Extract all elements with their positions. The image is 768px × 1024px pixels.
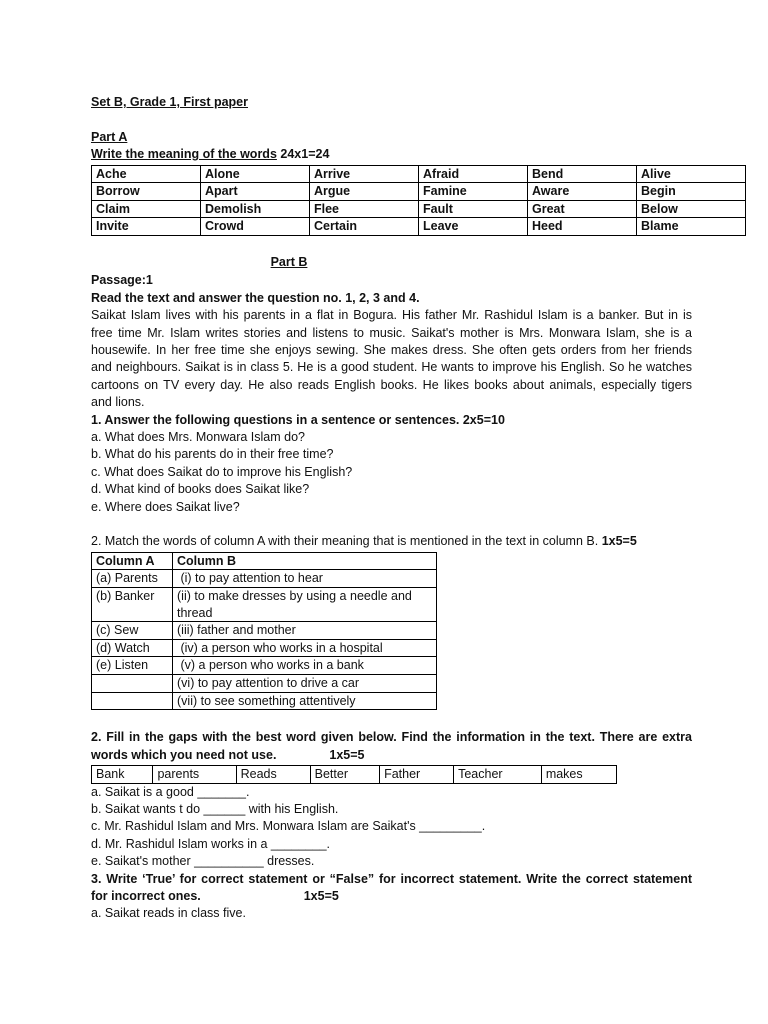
word-cell: Afraid	[419, 165, 528, 183]
word-row	[92, 218, 746, 236]
part-a-marks: 24x1=24	[280, 147, 330, 162]
q2-fill-heading-line1: 2. Fill in the gaps with the best word given below. Find the information in the text. There are extra	[91, 730, 692, 745]
match-table	[91, 552, 437, 710]
passage-line: Saikat Islam lives with his parents in a flat in Bogura. His father Mr. Rashidul Islam is a banker. But in is	[91, 308, 692, 323]
document-page	[91, 94, 692, 923]
passage-line: cartoons on TV every day. He also reads English books. He likes books about animals, especially tigers	[91, 377, 692, 392]
match-row	[92, 675, 437, 693]
word-cell: Borrow	[92, 183, 201, 201]
word-bank-cell: makes	[541, 766, 616, 784]
match-table-header	[92, 552, 437, 570]
column-a-cell	[92, 692, 173, 710]
column-b-cell: (vi) to pay attention to drive a car	[173, 675, 437, 693]
word-cell: Certain	[310, 218, 419, 236]
q1-heading: 1. Answer the following questions in a sentence or sentences. 2x5=10	[91, 412, 505, 427]
word-cell: Argue	[310, 183, 419, 201]
word-bank-cell: Teacher	[454, 766, 542, 784]
fill-item: d. Mr. Rashidul Islam works in a ________.	[91, 836, 331, 851]
passage-label: Passage:1	[91, 273, 153, 288]
word-cell: Fault	[419, 200, 528, 218]
column-a-cell: (e) Listen	[92, 657, 173, 675]
word-bank-row	[92, 766, 617, 784]
column-b-cell: (v) a person who works in a bank	[173, 657, 437, 675]
passage-line: housewife. In her free time she enjoys sewing. She makes dress. She often gets orders from her friends	[91, 343, 692, 358]
column-a-cell: (c) Sew	[92, 622, 173, 640]
part-a-instruction	[91, 146, 692, 163]
match-row	[92, 588, 437, 622]
fill-item: a. Saikat is a good _______.	[91, 784, 250, 799]
word-meaning-table	[91, 165, 746, 236]
fill-item: e. Saikat's mother __________ dresses.	[91, 854, 315, 869]
q2-match-heading	[91, 533, 692, 550]
column-a-cell: (a) Parents	[92, 570, 173, 588]
part-b-heading	[91, 254, 487, 271]
column-a-cell: (d) Watch	[92, 639, 173, 657]
q2-fill-heading-text: words which you need not use.	[91, 747, 277, 762]
passage-text	[91, 307, 692, 411]
word-bank-table	[91, 765, 617, 784]
word-cell: Arrive	[310, 165, 419, 183]
match-row	[92, 639, 437, 657]
column-a-cell	[92, 675, 173, 693]
match-row	[92, 692, 437, 710]
q2-fill-marks: 1x5=5	[329, 747, 365, 762]
column-b-cell: (iv) a person who works in a hospital	[173, 639, 437, 657]
q2-match-marks: 1x5=5	[601, 534, 637, 549]
word-cell: Claim	[92, 200, 201, 218]
word-bank-cell: Reads	[236, 766, 310, 784]
word-cell: Famine	[419, 183, 528, 201]
word-cell: Begin	[637, 183, 746, 201]
passage-line: free time Mr. Islam writes stories and listens to music. Saikat's mother is Mrs. Monwara Islam, she is a	[91, 325, 692, 340]
question-item: c. What does Saikat do to improve his English?	[91, 464, 353, 479]
q3-heading-line2	[91, 888, 692, 905]
word-cell: Heed	[528, 218, 637, 236]
word-row	[92, 183, 746, 201]
match-row	[92, 570, 437, 588]
part-b-heading-text: Part B	[270, 254, 308, 269]
match-row	[92, 657, 437, 675]
question-item: d. What kind of books does Saikat like?	[91, 482, 310, 497]
word-cell: Apart	[201, 183, 310, 201]
word-bank-cell: parents	[153, 766, 236, 784]
word-cell: Flee	[310, 200, 419, 218]
column-b-cell: (iii) father and mother	[173, 622, 437, 640]
word-cell: Ache	[92, 165, 201, 183]
word-cell: Crowd	[201, 218, 310, 236]
word-cell: Alive	[637, 165, 746, 183]
passage-instruction: Read the text and answer the question no. 1, 2, 3 and 4.	[91, 290, 420, 305]
statement-item: a. Saikat reads in class five.	[91, 906, 246, 921]
q1-list	[91, 429, 692, 516]
part-a-heading: Part A	[91, 129, 128, 144]
part-a-instruction-text: Write the meaning of the words	[91, 147, 277, 162]
column-b-header: Column B	[173, 552, 437, 570]
fill-item: b. Saikat wants t do ______ with his English.	[91, 802, 339, 817]
column-a-cell: (b) Banker	[92, 588, 173, 622]
q3-list	[91, 905, 692, 922]
question-item: e. Where does Saikat live?	[91, 499, 240, 514]
word-bank-cell: Better	[310, 766, 379, 784]
column-b-cell: (vii) to see something attentively	[173, 692, 437, 710]
word-cell: Blame	[637, 218, 746, 236]
q2-match-heading-text: 2. Match the words of column A with their meaning that is mentioned in the text in column B.	[91, 534, 599, 549]
word-cell: Alone	[201, 165, 310, 183]
document-title: Set B, Grade 1, First paper	[91, 95, 248, 109]
word-bank-cell: Father	[380, 766, 454, 784]
passage-line: and lions.	[91, 395, 145, 410]
question-item: a. What does Mrs. Monwara Islam do?	[91, 430, 305, 445]
question-item: b. What do his parents do in their free time?	[91, 447, 334, 462]
q3-heading-text: for incorrect ones.	[91, 889, 201, 904]
q2-fill-list	[91, 784, 692, 871]
word-cell: Leave	[419, 218, 528, 236]
column-b-cell: (ii) to make dresses by using a needle and thread	[173, 588, 437, 622]
word-cell: Bend	[528, 165, 637, 183]
column-a-header: Column A	[92, 552, 173, 570]
word-row	[92, 200, 746, 218]
q2-fill-heading-line2	[91, 747, 692, 764]
fill-item: c. Mr. Rashidul Islam and Mrs. Monwara Islam are Saikat's _________.	[91, 819, 486, 834]
word-cell: Aware	[528, 183, 637, 201]
word-cell: Invite	[92, 218, 201, 236]
q3-heading-line1: 3. Write ‘True’ for correct statement or “False” for incorrect statement. Write the correct statement	[91, 871, 692, 886]
word-cell: Below	[637, 200, 746, 218]
match-row	[92, 622, 437, 640]
word-bank-cell: Bank	[92, 766, 153, 784]
q3-marks: 1x5=5	[303, 889, 339, 904]
word-row	[92, 165, 746, 183]
word-cell: Great	[528, 200, 637, 218]
column-b-cell: (i) to pay attention to hear	[173, 570, 437, 588]
passage-line: and neighbours. Saikat is in class 5. He is a good student. He wants to improve his English. So he watches	[91, 360, 692, 375]
word-cell: Demolish	[201, 200, 310, 218]
